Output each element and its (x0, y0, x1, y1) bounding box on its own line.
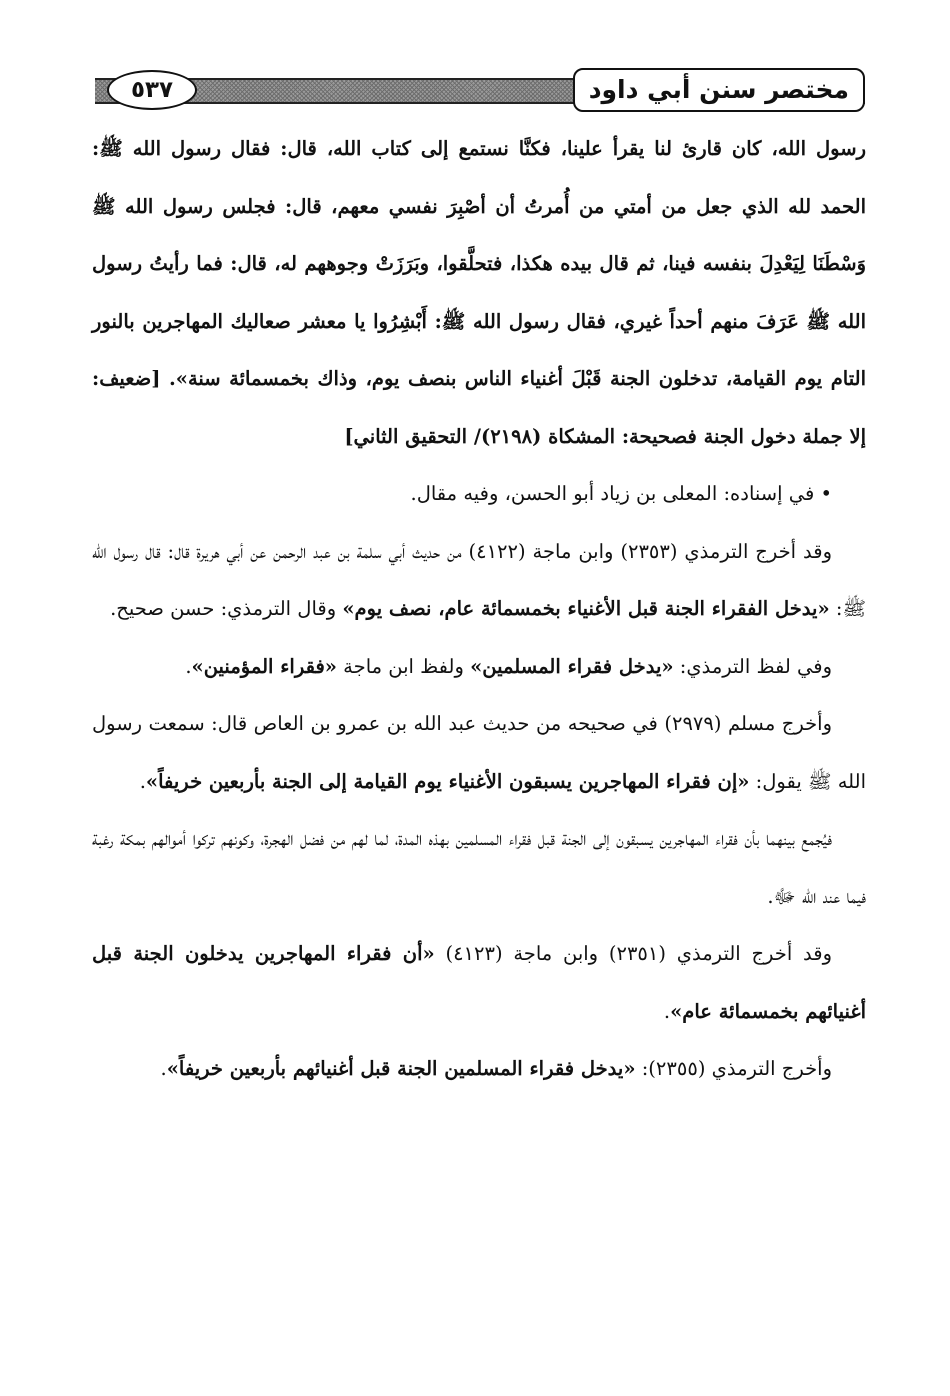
paragraph-wording (92, 638, 866, 696)
text-span: وأخرج الترمذي (٢٣٥٥): (635, 1057, 832, 1080)
text-span: . (139, 769, 146, 793)
text-span: ولفظ ابن ماجة (336, 654, 471, 678)
paragraph-tirmidhi-ibn-majah (92, 523, 866, 638)
text-span: وقد أخرج الترمذي (٢٣٥١) وابن ماجة (٤١٢٣) (434, 942, 833, 965)
hadith-quote: «يدخل الفقراء الجنة قبل الأغنياء بخمسمائة عام، نصف يوم» (342, 597, 830, 620)
paragraph-reconciliation: فيُجمع بينهما بأن فقراء المهاجرين يسبقون إلى الجنة قبل فقراء المسلمين بهذه المدة، لما لهم من فضل الهجرة، وكونهم تركوا أموالهم بمكة رغبة فيما عند الله ﷻ. (92, 827, 866, 908)
hadith-quote: «فقراء المؤمنين» (191, 654, 337, 678)
page-body (92, 120, 866, 1098)
text-span: وأخرج مسلم (٢٩٧٩) في صحيحه من حديث عبد الله بن عمرو بن العاص قال: سمعت رسول الله ﷺ يقول: (92, 712, 866, 793)
page-header (95, 68, 865, 114)
book-title: مختصر سنن أبي داود (573, 68, 865, 112)
text-span: وقال الترمذي: حسن صحيح. (110, 597, 343, 620)
hadith-quote: «يدخل فقراء المسلمين الجنة قبل أغنيائهم بأربعين خريفاً» (166, 1057, 636, 1080)
hadith-quote: «أن فقراء المهاجرين يدخلون الجنة قبل أغنيائهم بخمسمائة عام» (92, 942, 866, 1023)
hadith-quote: «يدخل فقراء المسلمين» (470, 654, 674, 678)
text-span: . (185, 654, 192, 678)
hadith-paragraph: رسول الله، كان قارئ لنا يقرأ علينا، فكنَّا نستمع إلى كتاب الله، قال: فقال رسول الله ﷺ: الحمد لله الذي جعل من أمتي من أُمرتُ أن أصْبِرَ نفسي معهم، قال: فجلس رسول الله ﷺ وَسْطَنَا لِيَعْدِلَ بنفسه فينا، ثم قال بيده هكذا، فتحلَّقوا، وبَرَزَتْ وجوههم له، قال: فما رأيتُ رسول الله ﷺ عَرَفَ منهم أحداً غيري، فقال رسول الله ﷺ: أَبْشِرُوا يا معشر صعاليك المهاجرين بالنور التام يوم القيامة، تدخلون الجنة قَبْلَ أغنياء الناس بنصف يوم، وذاك بخمسمائة سنة». [ضعيف: إلا جملة دخول الجنة فصحيحة: المشكاة (٢١٩٨)/ التحقيق الثاني] (92, 137, 866, 448)
hadith-quote: «إن فقراء المهاجرين يسبقون الأغنياء يوم القيامة إلى الجنة بأربعين خريفاً» (145, 769, 750, 793)
text-span: . (663, 999, 671, 1023)
paragraph-tirmidhi-2355 (92, 1040, 866, 1098)
text-span: . (160, 1057, 167, 1080)
paragraph-tirmidhi-2351 (92, 925, 866, 1040)
page-number: ٥٣٧ (107, 70, 197, 110)
isnad-note: • في إسناده: المعلى بن زياد أبو الحسن، وفيه مقال. (410, 482, 832, 505)
paragraph-muslim (92, 695, 866, 810)
text-span: وقد أخرج الترمذي (٢٣٥٣) وابن ماجة (٤١٢٢) من حديث أبي سلمة بن عبد الرحمن عن أبي هريرة قال: قال رسول الله ﷺ: (92, 539, 866, 620)
text-span: وفي لفظ الترمذي: (673, 654, 832, 678)
